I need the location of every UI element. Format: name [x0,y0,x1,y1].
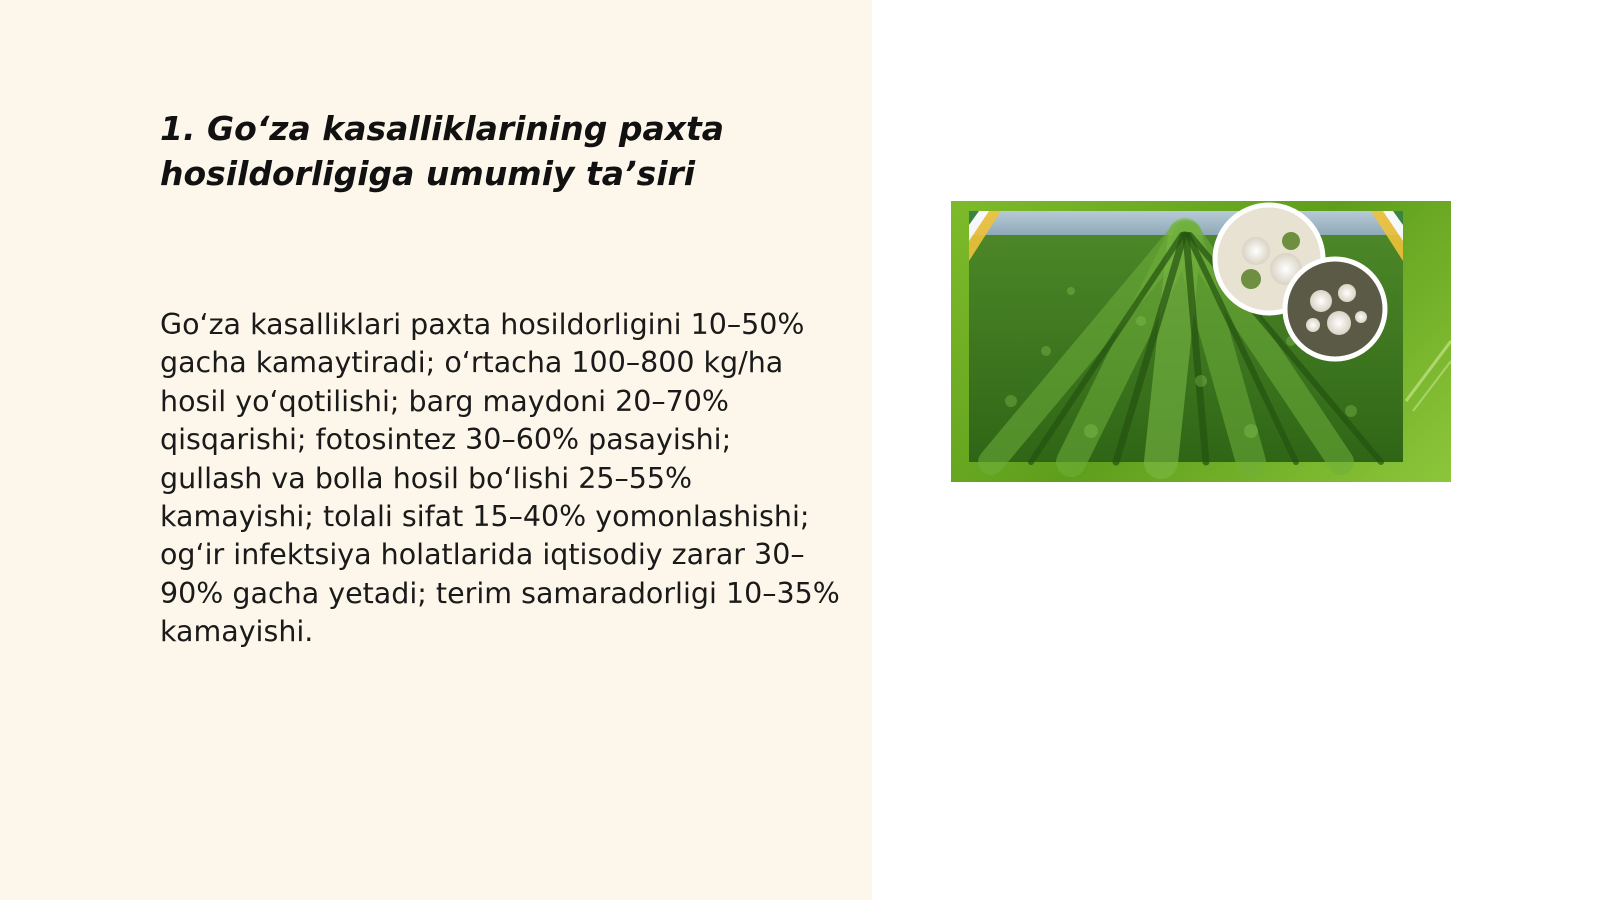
cotton-boll-inset-2 [1285,259,1385,359]
cotton-field-photo [951,201,1451,482]
slide-body-text: Go‘za kasalliklari paxta hosildorligini 10–50% gacha kamaytiradi; o‘rtacha 100–800 kg/ha hosil yo‘qotilishi; barg maydoni 20–70% qisqarishi; fotosintez 30–60% pasayishi; gullash va bolla hosil bo‘lishi 25–55% kamayishi; tolali sifat 15–40% yomonlashishi; og‘ir infektsiya holatlarida iqtisodiy zarar 30–90% gacha yetadi; terim samaradorligi 10–35% kamayishi. [160,308,840,649]
cotton-field-illustration [951,201,1451,482]
slide-title: 1. Go‘za kasalliklarining paxta hosildorligiga umumiy ta’siri [160,109,725,193]
